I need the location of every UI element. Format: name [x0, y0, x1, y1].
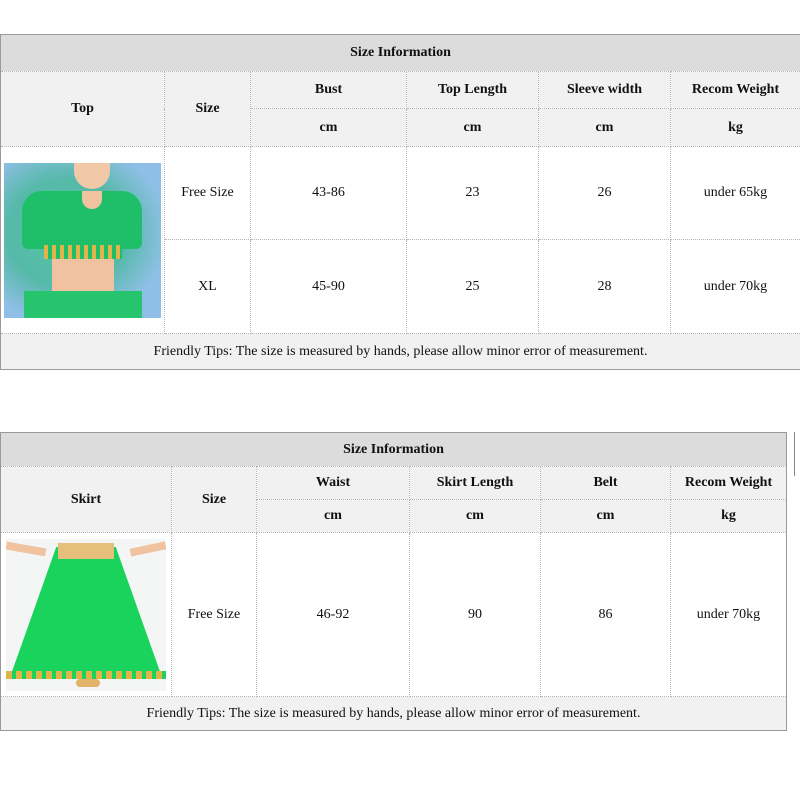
belt-header: Belt — [541, 467, 671, 500]
edge-divider — [794, 432, 800, 476]
friendly-tips: Friendly Tips: The size is measured by hands, please allow minor error of measurement. — [1, 334, 800, 370]
table-cell: 26 — [539, 147, 671, 240]
table-cell: 46-92 — [257, 533, 410, 697]
sleeve-width-header: Sleeve width — [539, 72, 671, 109]
top-size-table — [0, 34, 800, 370]
table-cell: under 65kg — [671, 147, 800, 240]
skirt-costume-image — [6, 539, 166, 691]
table-cell: 43-86 — [251, 147, 407, 240]
size-header: Size — [172, 467, 257, 533]
waist-header: Waist — [257, 467, 410, 500]
table-cell: 23 — [407, 147, 539, 240]
table-cell: under 70kg — [671, 533, 787, 697]
table-cell: 86 — [541, 533, 671, 697]
skirt-product-photo-cell — [1, 533, 172, 697]
recom-weight-header: Recom Weight — [671, 467, 787, 500]
top-product-photo-cell — [1, 147, 165, 334]
size-information-title: Size Information — [1, 35, 800, 72]
table-cell: 28 — [539, 240, 671, 334]
size-information-title: Size Information — [1, 433, 787, 467]
bust-header: Bust — [251, 72, 407, 109]
table-cell: 45-90 — [251, 240, 407, 334]
top-section-label: Top — [1, 72, 165, 147]
sleeve-width-unit: cm — [539, 109, 671, 147]
belt-unit: cm — [541, 500, 671, 533]
table-cell: 90 — [410, 533, 541, 697]
skirt-length-unit: cm — [410, 500, 541, 533]
table-cell: under 70kg — [671, 240, 800, 334]
friendly-tips: Friendly Tips: The size is measured by hands, please allow minor error of measurement. — [1, 697, 787, 731]
recom-weight-unit: kg — [671, 109, 800, 147]
table-cell-size: XL — [165, 240, 251, 334]
bust-unit: cm — [251, 109, 407, 147]
skirt-length-header: Skirt Length — [410, 467, 541, 500]
top-length-header: Top Length — [407, 72, 539, 109]
table-cell: 25 — [407, 240, 539, 334]
waist-unit: cm — [257, 500, 410, 533]
recom-weight-header: Recom Weight — [671, 72, 800, 109]
size-header: Size — [165, 72, 251, 147]
top-length-unit: cm — [407, 109, 539, 147]
top-costume-image — [4, 163, 161, 318]
skirt-size-table — [0, 432, 787, 731]
table-cell-size: Free Size — [172, 533, 257, 697]
skirt-section-label: Skirt — [1, 467, 172, 533]
recom-weight-unit: kg — [671, 500, 787, 533]
table-cell-size: Free Size — [165, 147, 251, 240]
